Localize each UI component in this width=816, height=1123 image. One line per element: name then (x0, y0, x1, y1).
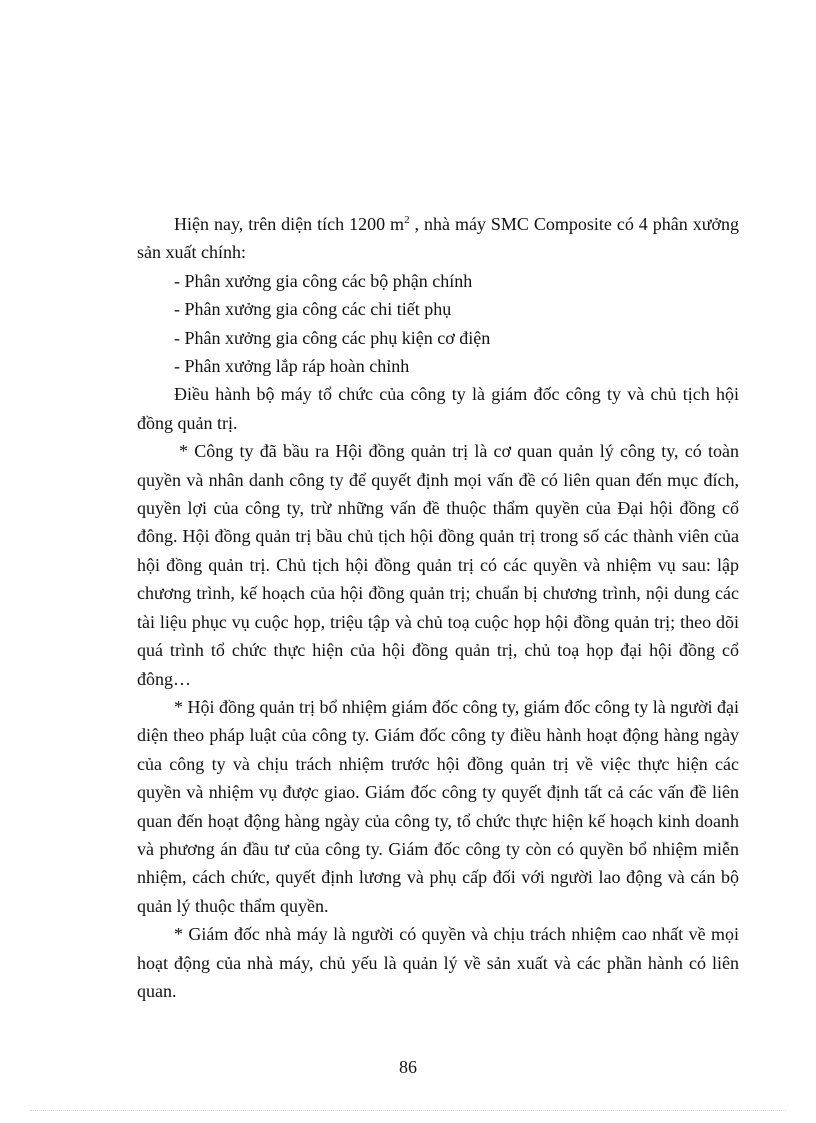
workshop-list-item: - Phân xưởng gia công các chi tiết phụ (174, 299, 452, 320)
workshop-list-item: - Phân xưởng lắp ráp hoàn chỉnh (174, 356, 410, 377)
intro-text-continued: , nhà máy SMC Composite có 4 phân xưởng sản xuất chính: (137, 214, 739, 263)
workshop-list-item: - Phân xưởng gia công các phụ kiện cơ điện (174, 327, 491, 348)
factory-director-paragraph: * Giám đốc nhà máy là người có quyền và chịu trách nhiệm cao nhất về mọi hoạt động của nhà máy, chủ yếu là quản lý về sản xuất và các phần hành có liên quan. (137, 924, 739, 1001)
page-number: 86 (399, 1057, 417, 1077)
footer-divider (30, 1110, 786, 1111)
unit-superscript: 2 (404, 214, 410, 226)
document-body (137, 210, 739, 1005)
management-paragraph: Điều hành bộ máy tổ chức của công ty là giám đốc công ty và chủ tịch hội đồng quản trị. (137, 384, 739, 433)
workshop-list-item: - Phân xưởng gia công các bộ phận chính (174, 270, 473, 291)
intro-text: Hiện nay, trên diện tích 1200 m (174, 214, 405, 234)
director-paragraph: * Hội đồng quản trị bổ nhiệm giám đốc công ty, giám đốc công ty là người đại diện theo pháp luật của công ty. Giám đốc công ty điều hành hoạt động hàng ngày của công ty và chịu trách nhiệm trước hội đồng quản trị về việc thực hiện các quyền và nhiệm vụ được giao. Giám đốc công ty quyết định tất cả các vấn đề liên quan đến hoạt động hàng ngày của công ty, tổ chức thực hiện kế hoạch kinh doanh và phương án đầu tư của công ty. Giám đốc công ty còn có quyền bổ nhiệm miễn nhiệm, cách chức, quyết định lương và phụ cấp đối với người lao động và cán bộ quản lý thuộc thẩm quyền. (137, 696, 740, 916)
intro-paragraph (137, 210, 739, 267)
board-paragraph: * Công ty đã bầu ra Hội đồng quản trị là cơ quan quản lý công ty, có toàn quyền và nhân danh công ty để quyết định mọi vấn đề có liên quan đến mục đích, quyền lợi của công ty, trừ những vấn đề thuộc thẩm quyền của Đại hội đồng cổ đông. Hội đồng quản trị bầu chủ tịch hội đồng quản trị trong số các thành viên của hội đồng quản trị. Chủ tịch hội đồng quản trị có các quyền và nhiệm vụ sau: lập chương trình, kế hoạch của hội đồng quản trị; chuẩn bị chương trình, nội dung các tài liệu phục vụ cuộc họp, triệu tập và chủ toạ cuộc họp hội đồng quản trị; theo dõi quá trình tổ chức thực hiện của hội đồng quản trị, chủ toạ họp đại hội đồng cổ đông… (137, 441, 739, 689)
